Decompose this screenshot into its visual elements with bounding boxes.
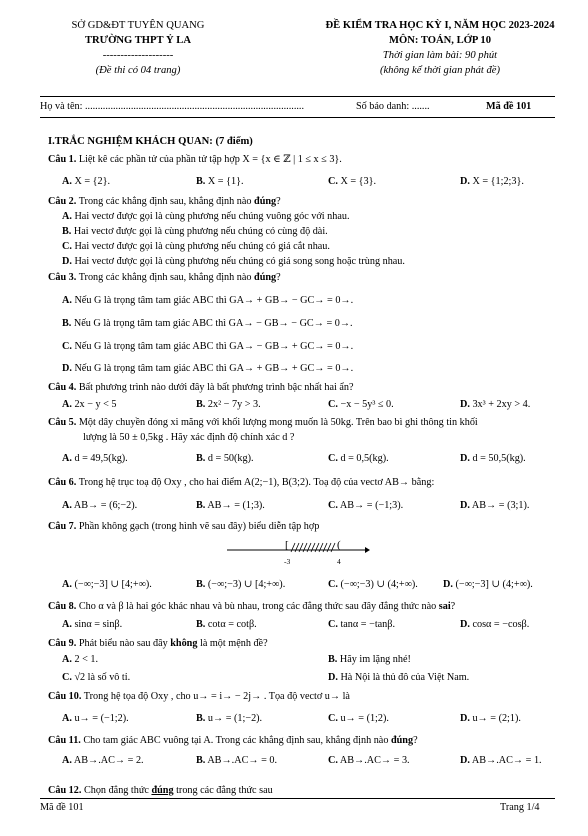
option-text: u→ = (2;1). — [472, 713, 521, 724]
option-text: d = 0,5(kg). — [340, 453, 389, 464]
mid-rule — [40, 117, 555, 118]
question-10 — [48, 690, 350, 703]
option-text: u→ = (−1;2). — [74, 713, 129, 724]
question-3 — [48, 271, 281, 284]
option-b: B. Hai vectơ được gọi là cùng phương nếu chúng có cùng độ dài. — [62, 226, 328, 237]
option-text: Hai vectơ được gọi là cùng phương nếu chúng có cùng độ dài. — [73, 226, 328, 237]
section-title: I.TRẮC NGHIỆM KHÁCH QUAN: (7 điểm) — [48, 136, 253, 147]
question-text: Một dây chuyền đóng xi măng với khối lượng mong muốn là 50kg. Trên bao bì ghi thông tin khối — [78, 417, 478, 428]
option-a: A. d = 49,5(kg). — [62, 453, 128, 464]
option-text: AB→ = (−1;3). — [339, 500, 404, 511]
option-c: C. AB→.AC→ = 3. — [328, 755, 410, 766]
option-d: D. X = {1;2;3}. — [460, 176, 524, 187]
option-text: tanα = −tanβ. — [340, 619, 395, 630]
question-text: Cho α và β là hai góc khác nhau và bù nhau, trong các đẳng thức sau đây đẳng thức nào — [78, 601, 439, 612]
option-text: Nếu G là trọng tâm tam giác ABC thì GA→ + GB→ + GC→ = 0→. — [74, 363, 354, 374]
tick-label-right: 4 — [337, 557, 341, 566]
question-label: Câu 3. — [48, 272, 77, 283]
question-text: Trong hệ tọa độ Oxy , cho u→ = i→ − 2j→ . Tọa độ vectơ u→ là — [83, 691, 350, 702]
question-text: Phát biểu nào sau đây — [78, 638, 171, 649]
option-text: AB→.AC→ = 2. — [73, 755, 144, 766]
question-label: Câu 5. — [48, 417, 77, 428]
option-text: (−∞;−3) ∪ (4;+∞). — [340, 579, 418, 590]
option-d: D. 3x³ + 2xy > 4. — [460, 399, 531, 410]
question-label: Câu 12. — [48, 785, 82, 796]
question-label: Câu 7. — [48, 521, 77, 532]
option-b: B. u→ = (1;−2). — [196, 713, 263, 724]
option-a: A. sinα = sinβ. — [62, 619, 123, 630]
question-1 — [48, 153, 342, 166]
question-label: Câu 4. — [48, 382, 77, 393]
option-text: u→ = (1;2). — [340, 713, 389, 724]
question-label: Câu 6. — [48, 477, 77, 488]
school-name: TRƯỜNG THPT Ỷ LA — [84, 35, 192, 46]
option-text: 2x − y < 5 — [74, 399, 117, 410]
option-text: AB→.AC→ = 1. — [471, 755, 542, 766]
question-text: Trong hệ trục toạ độ Oxy , cho hai điểm A(2;−1), B(3;2). Toạ độ của vectơ AB→ bằng: — [78, 477, 435, 488]
option-text: −x − 5y³ ≤ 0. — [340, 399, 394, 410]
question-text: Liệt kê các phần tử của phần tử tập hợp X = {x ∈ ℤ | 1 ≤ x ≤ 3}. — [78, 154, 342, 165]
question-label: Câu 2. — [48, 196, 77, 207]
option-text: Hai vectơ được gọi là cùng phương nếu chúng có giá cắt nhau. — [74, 241, 330, 252]
option-c: C. tanα = −tanβ. — [328, 619, 395, 630]
option-text: 2 < 1. — [74, 654, 99, 665]
option-c: C. X = {3}. — [328, 176, 377, 187]
option-text: d = 50(kg). — [207, 453, 254, 464]
option-text: AB→ = (1;3). — [207, 500, 265, 511]
option-text: u→ = (1;−2). — [207, 713, 263, 724]
question-text: Cho tam giác ABC vuông tại A. Trong các khẳng định sau, khẳng định nào — [83, 735, 391, 746]
option-text: Hai vectơ được gọi là cùng phương nếu chúng có giá song song hoặc trùng nhau. — [74, 256, 405, 267]
option-b: B. 2x² − 7y > 3. — [196, 399, 261, 410]
option-a: A. AB→ = (6;−2). — [62, 500, 138, 511]
option-text: cotα = cotβ. — [207, 619, 257, 630]
option-d: D. u→ = (2;1). — [460, 713, 521, 724]
option-a: A. Hai vectơ được gọi là cùng phương nếu chúng vuông góc với nhau. — [62, 211, 350, 222]
option-b: B. AB→.AC→ = 0. — [196, 755, 278, 766]
option-d: D. Hai vectơ được gọi là cùng phương nếu chúng có giá song song hoặc trùng nhau. — [62, 256, 405, 267]
option-text: AB→ = (3;1). — [471, 500, 530, 511]
question-text-end: là một mệnh đề? — [197, 638, 268, 649]
question-emphasis: đúng — [254, 272, 277, 283]
question-text: Chọn đẳng thức — [83, 785, 152, 796]
question-emphasis: đúng — [390, 735, 414, 746]
header-right — [305, 18, 575, 78]
option-text: (−∞;−3] ∪ [4;+∞). — [74, 579, 152, 590]
option-c: C. u→ = (1;2). — [328, 713, 389, 724]
option-c: C. −x − 5y³ ≤ 0. — [328, 399, 394, 410]
option-c: C. Nếu G là trọng tâm tam giác ABC thì GA→ − GB→ + GC→ = 0→. — [62, 341, 354, 352]
option-a: A. 2 < 1. — [62, 654, 99, 665]
option-b: B. (−∞;−3) ∪ [4;+∞). — [196, 579, 286, 590]
option-b: B. AB→ = (1;3). — [196, 500, 265, 511]
option-text: AB→ = (6;−2). — [73, 500, 138, 511]
question-12 — [48, 784, 273, 797]
option-b: B. X = {1}. — [196, 176, 244, 187]
question-text: Trong các khẳng định sau, khẳng định nào — [78, 196, 255, 207]
option-a: A. AB→.AC→ = 2. — [62, 755, 144, 766]
option-text: X = {3}. — [340, 176, 377, 187]
option-text: Nếu G là trọng tâm tam giác ABC thì GA→ − GB→ + GC→ = 0→. — [74, 341, 354, 352]
option-d: D. AB→ = (3;1). — [460, 500, 530, 511]
question-emphasis: đúng — [254, 196, 277, 207]
option-b: B. d = 50(kg). — [196, 453, 254, 464]
option-text: AB→.AC→ = 0. — [207, 755, 278, 766]
option-c: C. (−∞;−3) ∪ (4;+∞). — [328, 579, 418, 590]
question-label: Câu 1. — [48, 154, 77, 165]
option-d: D. Hà Nội là thủ đô của Việt Nam. — [328, 672, 470, 683]
department: SỞ GD&ĐT TUYÊN QUANG — [71, 20, 205, 31]
option-text: d = 49,5(kg). — [74, 453, 128, 464]
question-emphasis: đúng — [151, 785, 174, 796]
header-left — [40, 18, 236, 78]
question-text: Trong các khẳng định sau, khẳng định nào — [78, 272, 255, 283]
question-label: Câu 8. — [48, 601, 77, 612]
option-text: Hai vectơ được gọi là cùng phương nếu chúng vuông góc với nhau. — [74, 211, 350, 222]
exam-time-note: (không kể thời gian phát đề) — [379, 65, 501, 76]
option-d: D. d = 50,5(kg). — [460, 453, 526, 464]
question-label: Câu 9. — [48, 638, 77, 649]
option-text: Hà Nội là thủ đô của Việt Nam. — [340, 672, 470, 683]
question-text-end: ? — [450, 601, 456, 612]
question-text-end: ? — [413, 735, 418, 746]
option-a: A. (−∞;−3] ∪ [4;+∞). — [62, 579, 152, 590]
option-text: d = 50,5(kg). — [472, 453, 526, 464]
exam-time: Thời gian làm bài: 90 phút — [382, 50, 498, 61]
option-d: D. (−∞;−3] ∪ (4;+∞). — [443, 579, 533, 590]
option-a: A. Nếu G là trọng tâm tam giác ABC thì GA→ + GB→ − GC→ = 0→. — [62, 295, 354, 306]
option-d: D. Nếu G là trọng tâm tam giác ABC thì GA→ + GB→ + GC→ = 0→. — [62, 363, 354, 374]
number-line-figure — [225, 536, 370, 568]
option-text: AB→.AC→ = 3. — [339, 755, 410, 766]
option-text: X = {2}. — [74, 176, 111, 187]
question-text-end: ? — [276, 196, 281, 207]
option-b: B. Hãy im lặng nhé! — [328, 654, 411, 665]
option-a: A. X = {2}. — [62, 176, 111, 187]
student-id-label: Số báo danh: ....... — [356, 101, 430, 112]
option-text: (−∞;−3) ∪ [4;+∞). — [207, 579, 286, 590]
question-emphasis: sai — [438, 601, 451, 612]
subject: MÔN: TOÁN, LỚP 10 — [388, 35, 492, 46]
question-8 — [48, 600, 455, 613]
option-text: cosα = −cosβ. — [472, 619, 530, 630]
axis-arrow — [365, 547, 370, 553]
hatch-marks — [291, 543, 335, 552]
top-rule — [40, 96, 555, 97]
option-d: D. cosα = −cosβ. — [460, 619, 530, 630]
question-emphasis: không — [170, 638, 198, 649]
question-text: Phần không gạch (trong hình vẽ sau đây) biểu diễn tập hợp — [78, 521, 320, 532]
question-text-end: ? — [276, 272, 281, 283]
option-c: C. √2 là số vô tỉ. — [62, 672, 131, 683]
option-text: 3x³ + 2xy > 4. — [472, 399, 531, 410]
question-4 — [48, 381, 353, 394]
option-d: D. AB→.AC→ = 1. — [460, 755, 542, 766]
option-text: X = {1;2;3}. — [472, 176, 524, 187]
footer-rule — [40, 798, 555, 799]
footer-exam-code: Mã đề 101 — [40, 802, 84, 813]
option-text: 2x² − 7y > 3. — [207, 399, 261, 410]
footer-page-number: Trang 1/4 — [500, 802, 540, 813]
option-text: X = {1}. — [207, 176, 244, 187]
question-text-end: trong các đẳng thức sau — [173, 785, 273, 796]
right-paren: ( — [337, 539, 341, 551]
name-field-label: Họ và tên: ...................................................................................... — [40, 101, 305, 112]
option-text: Nếu G là trọng tâm tam giác ABC thì GA→ + GB→ − GC→ = 0→. — [74, 295, 354, 306]
option-b: B. cotα = cotβ. — [196, 619, 257, 630]
question-6 — [48, 476, 434, 489]
question-5-line2: lượng là 50 ± 0,5kg . Hãy xác định độ chính xác d ? — [83, 432, 295, 443]
option-text: (−∞;−3] ∪ (4;+∞). — [455, 579, 533, 590]
question-11 — [48, 734, 418, 747]
question-2 — [48, 195, 281, 208]
pages-note: (Đề thi có 04 trang) — [95, 65, 181, 76]
option-a: A. u→ = (−1;2). — [62, 713, 129, 724]
option-a: A. 2x − y < 5 — [62, 399, 117, 410]
option-text: Nếu G là trọng tâm tam giác ABC thì GA→ − GB→ − GC→ = 0→. — [73, 318, 353, 329]
option-c: C. AB→ = (−1;3). — [328, 500, 404, 511]
option-text: √2 là số vô tỉ. — [74, 672, 131, 683]
option-c: C. Hai vectơ được gọi là cùng phương nếu chúng có giá cắt nhau. — [62, 241, 330, 252]
option-c: C. d = 0,5(kg). — [328, 453, 389, 464]
question-label: Câu 11. — [48, 735, 81, 746]
exam-title: ĐỀ KIỂM TRA HỌC KỲ I, NĂM HỌC 2023-2024 — [325, 20, 555, 31]
left-bracket: [ — [285, 539, 289, 551]
tick-label-left: -3 — [284, 557, 291, 566]
question-text: Bất phương trình nào dưới đây là bất phương trình bậc nhất hai ẩn? — [78, 382, 354, 393]
option-text: Hãy im lặng nhé! — [339, 654, 411, 665]
dashes: -------------------- — [102, 50, 174, 61]
question-label: Câu 10. — [48, 691, 82, 702]
question-7 — [48, 520, 319, 533]
option-b: B. Nếu G là trọng tâm tam giác ABC thì GA→ − GB→ − GC→ = 0→. — [62, 318, 353, 329]
question-9 — [48, 637, 268, 650]
exam-code: Mã đề 101 — [486, 101, 532, 112]
question-5 — [48, 416, 478, 429]
option-text: sinα = sinβ. — [74, 619, 123, 630]
